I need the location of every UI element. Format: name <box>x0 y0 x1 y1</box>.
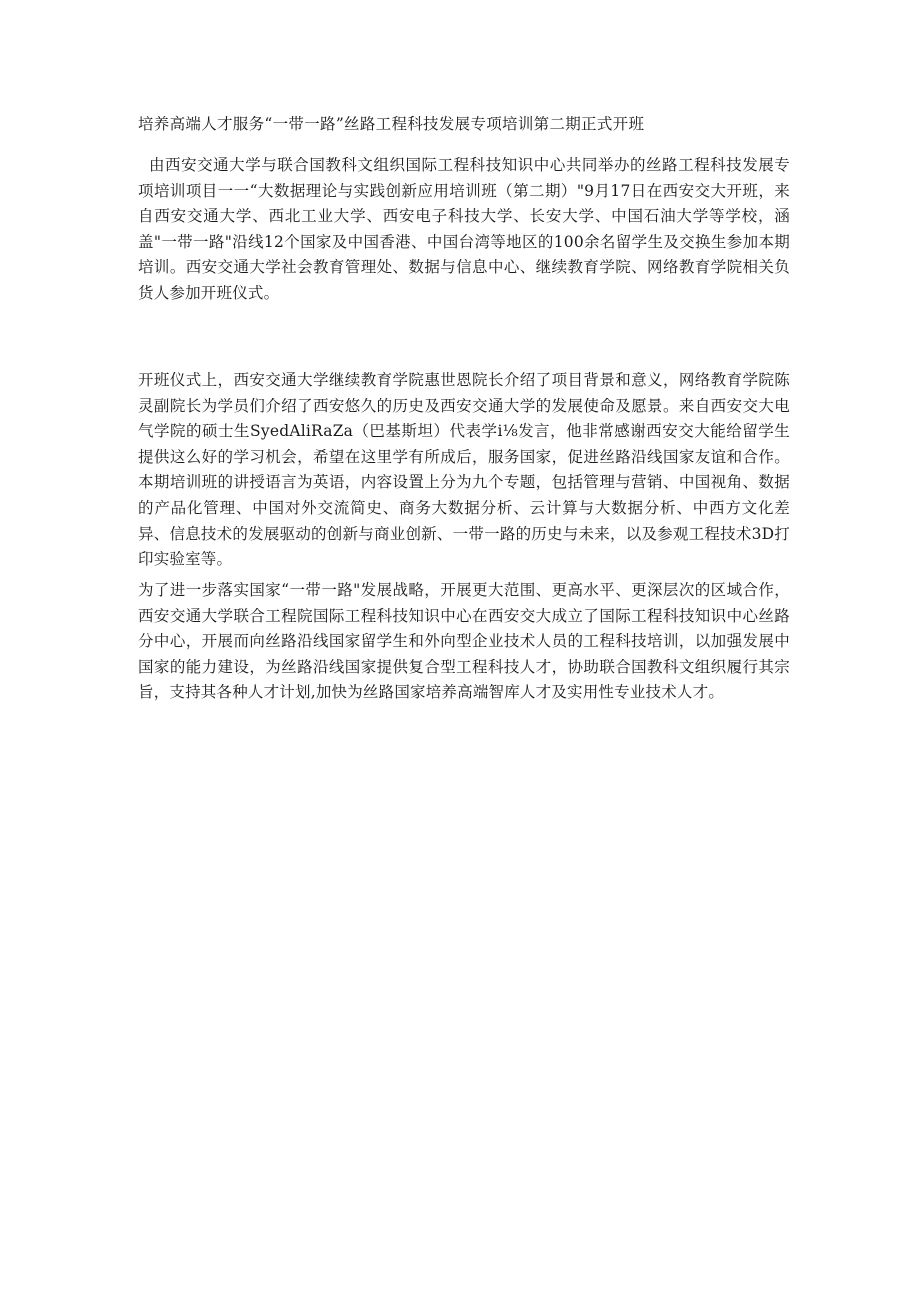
paragraph-3: 为了进一步落实国家“一带一路"发展战略，开展更大范围、更高水平、更深层次的区域合作，西安交通大学联合工程院国际工程科技知识中心在西安交大成立了国际工程科技知识中心丝路分中心，开展而向丝路沿线国家留学生和外向型企业技术人员的工程科技培训，以加强发展中国家的能力建设，为丝路沿线国家提供复合型工程科技人才，协助联合国教科文组织履行其宗旨，支持其各种人才计划,加快为丝路国家培养高端智库人才及实用性专业技术人才。 <box>138 581 790 702</box>
paragraph-2: 开班仪式上，西安交通大学继续教育学院惠世恩院长介绍了项目背景和意义，网络教育学院陈灵副院长为学员们介绍了西安悠久的历史及西安交通大学的发展使命及愿景。来自西安交大电气学院的硕士生SyedAliRaZa（巴基斯坦）代表学i⅛发言，他非常感谢西安交大能给留学生提供这么好的学习机会，希望在这里学有所成后，服务国家，促进丝路沿线国家友谊和合作。本期培训班的讲授语言为英语，内容设置上分为九个专题，包括管理与营销、中国视角、数据的产品化管理、中国对外交流简史、商务大数据分析、云计算与大数据分析、中西方文化差异、信息技术的发展驱动的创新与商业创新、一带一路的历史与未来，以及参观工程技术3D打印实验室等。 <box>138 371 790 569</box>
paragraph-1: 由西安交通大学与联合国教科文组织国际工程科技知识中心共同举办的丝路工程科技发展专项培训项目一一“大数据理论与实践创新应用培训班（第二期）"9月17日在西安交大开班，来自西安交通大学、西北工业大学、西安电子科技大学、长安大学、中国石油大学等学校，涵盖"一带一路"沿线12个国家及中国香港、中国台湾等地区的100余名留学生及交换生参加本期培训。西安交通大学社会教育管理处、数据与信息中心、继续教育学院、网络教育学院相关负货人参加开班仪式。 <box>138 156 790 302</box>
article-title: 培养高端人才服务“一带一路”丝路工程科技发展专项培训第二期正式开班 <box>138 115 645 133</box>
